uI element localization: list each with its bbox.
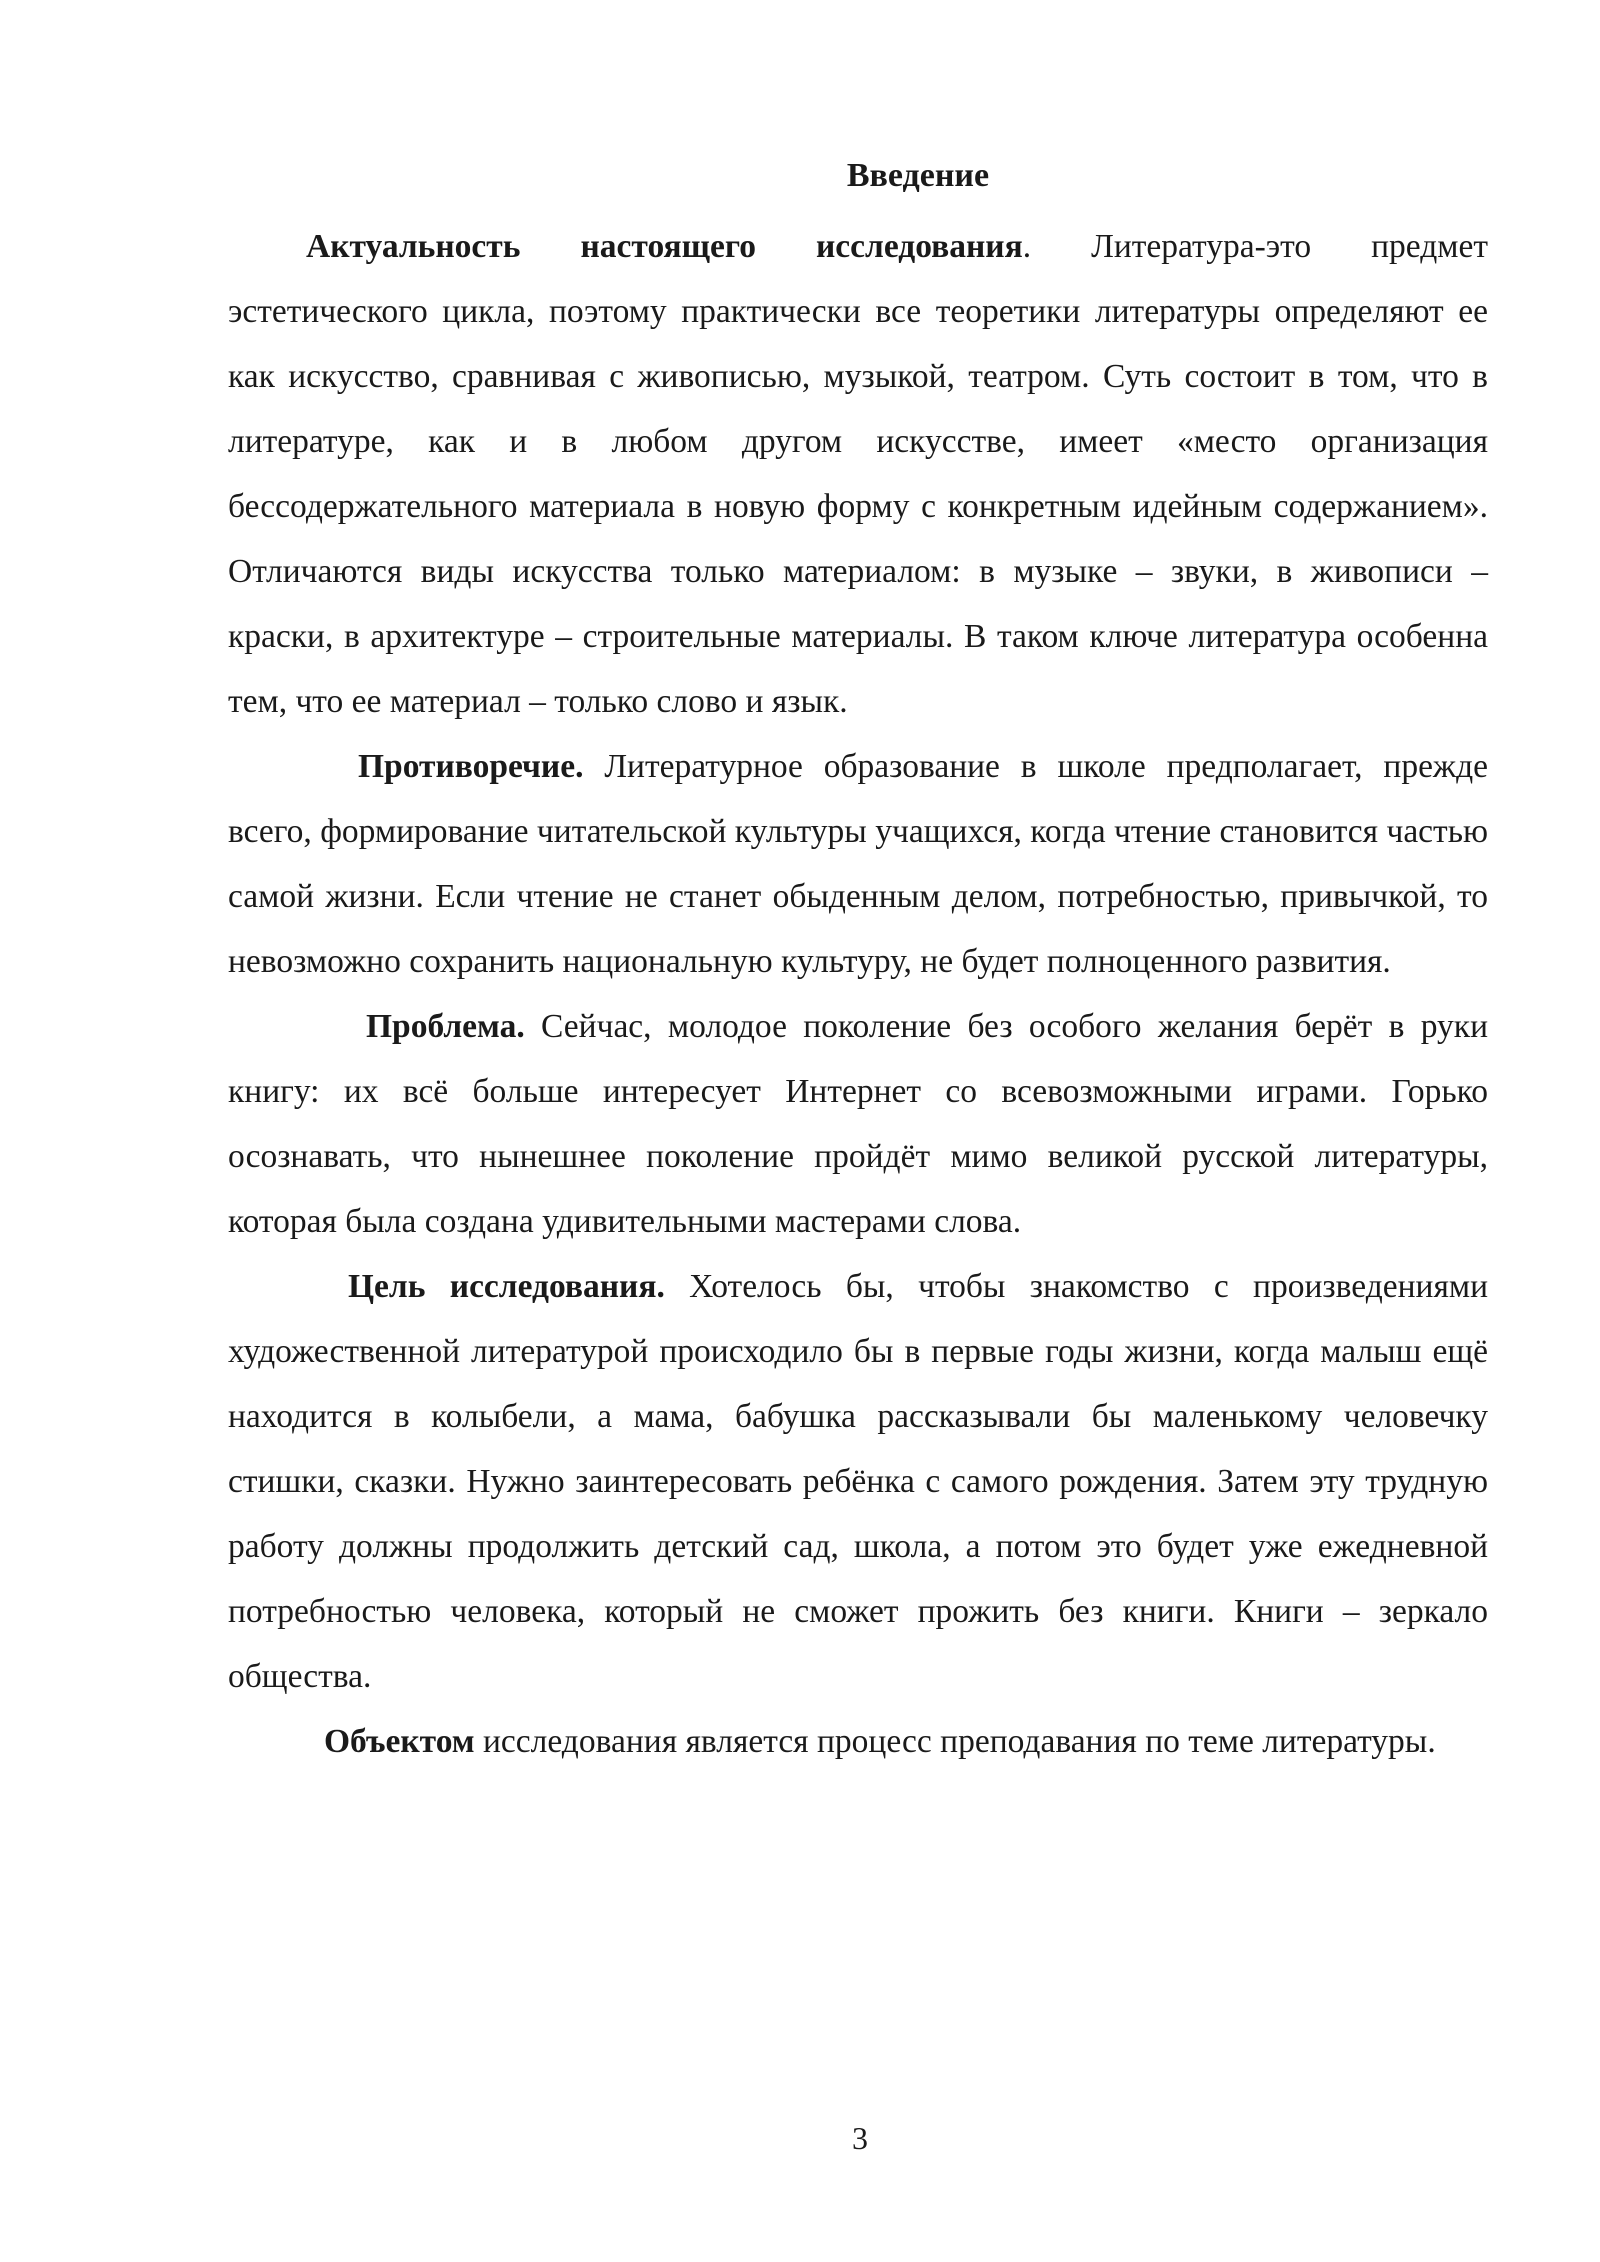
paragraph-lead: Актуальность настоящего исследования [306,228,1023,265]
paragraph-goal [228,1254,1488,1709]
paragraph-text: . Литература-это предмет эстетического цикла, поэтому практически все теоретики литературы определяют ее как искусство, сравнивая с живописью, музыкой, театром. Суть состоит в том, что в литературе, как и в любом другом искусстве, имеет «место организация бессодержательного материала в новую форму с конкретным идейным содержанием». Отличаются виды искусства только материалом: в музыке – звуки, в живописи – краски, в архитектуре – строительные материалы. В таком ключе литература особенна тем, что ее материал – только слово и язык. [228,228,1488,720]
paragraph-problem [228,994,1488,1254]
section-title: Введение [846,157,990,194]
paragraph-text: Хотелось бы, чтобы знакомство с произведениями художественной литературой происходило бы в первые годы жизни, когда малыш ещё находится в колыбели, а мама, бабушка рассказывали бы маленькому человечку стишки, сказки. Нужно заинтересовать ребёнка с самого рождения. Затем эту трудную работу должны продолжить детский сад, школа, а потом это будет уже ежедневной потребностью человека, который не сможет прожить без книги. Книги – зеркало общества. [228,1268,1488,1695]
paragraph-lead: Цель исследования. [348,1268,665,1305]
page-number: 3 [852,2120,868,2156]
paragraph-object [228,1709,1488,1774]
paragraph-relevance [228,214,1488,734]
paragraph-lead: Проблема. [366,1008,525,1045]
paragraph-text: Сейчас, молодое поколение без особого желания берёт в руки книгу: их всё больше интересует Интернет со всевозможными играми. Горько осознавать, что нынешнее поколение пройдёт мимо великой русской литературы, которая была создана удивительными мастерами слова. [228,1008,1488,1240]
document-body [228,148,1488,1774]
paragraph-lead: Объектом [324,1723,475,1760]
paragraph-text: Литературное образование в школе предполагает, прежде всего, формирование читательской культуры учащихся, когда чтение становится частью самой жизни. Если чтение не станет обыденным делом, потребностью, привычкой, то невозможно сохранить национальную культуру, не будет полноценного развития. [228,748,1488,980]
paragraph-text: исследования является процесс преподавания по теме литературы. [474,1723,1436,1760]
paragraph-lead: Противоречие. [358,748,584,785]
paragraph-contradiction [228,734,1488,994]
